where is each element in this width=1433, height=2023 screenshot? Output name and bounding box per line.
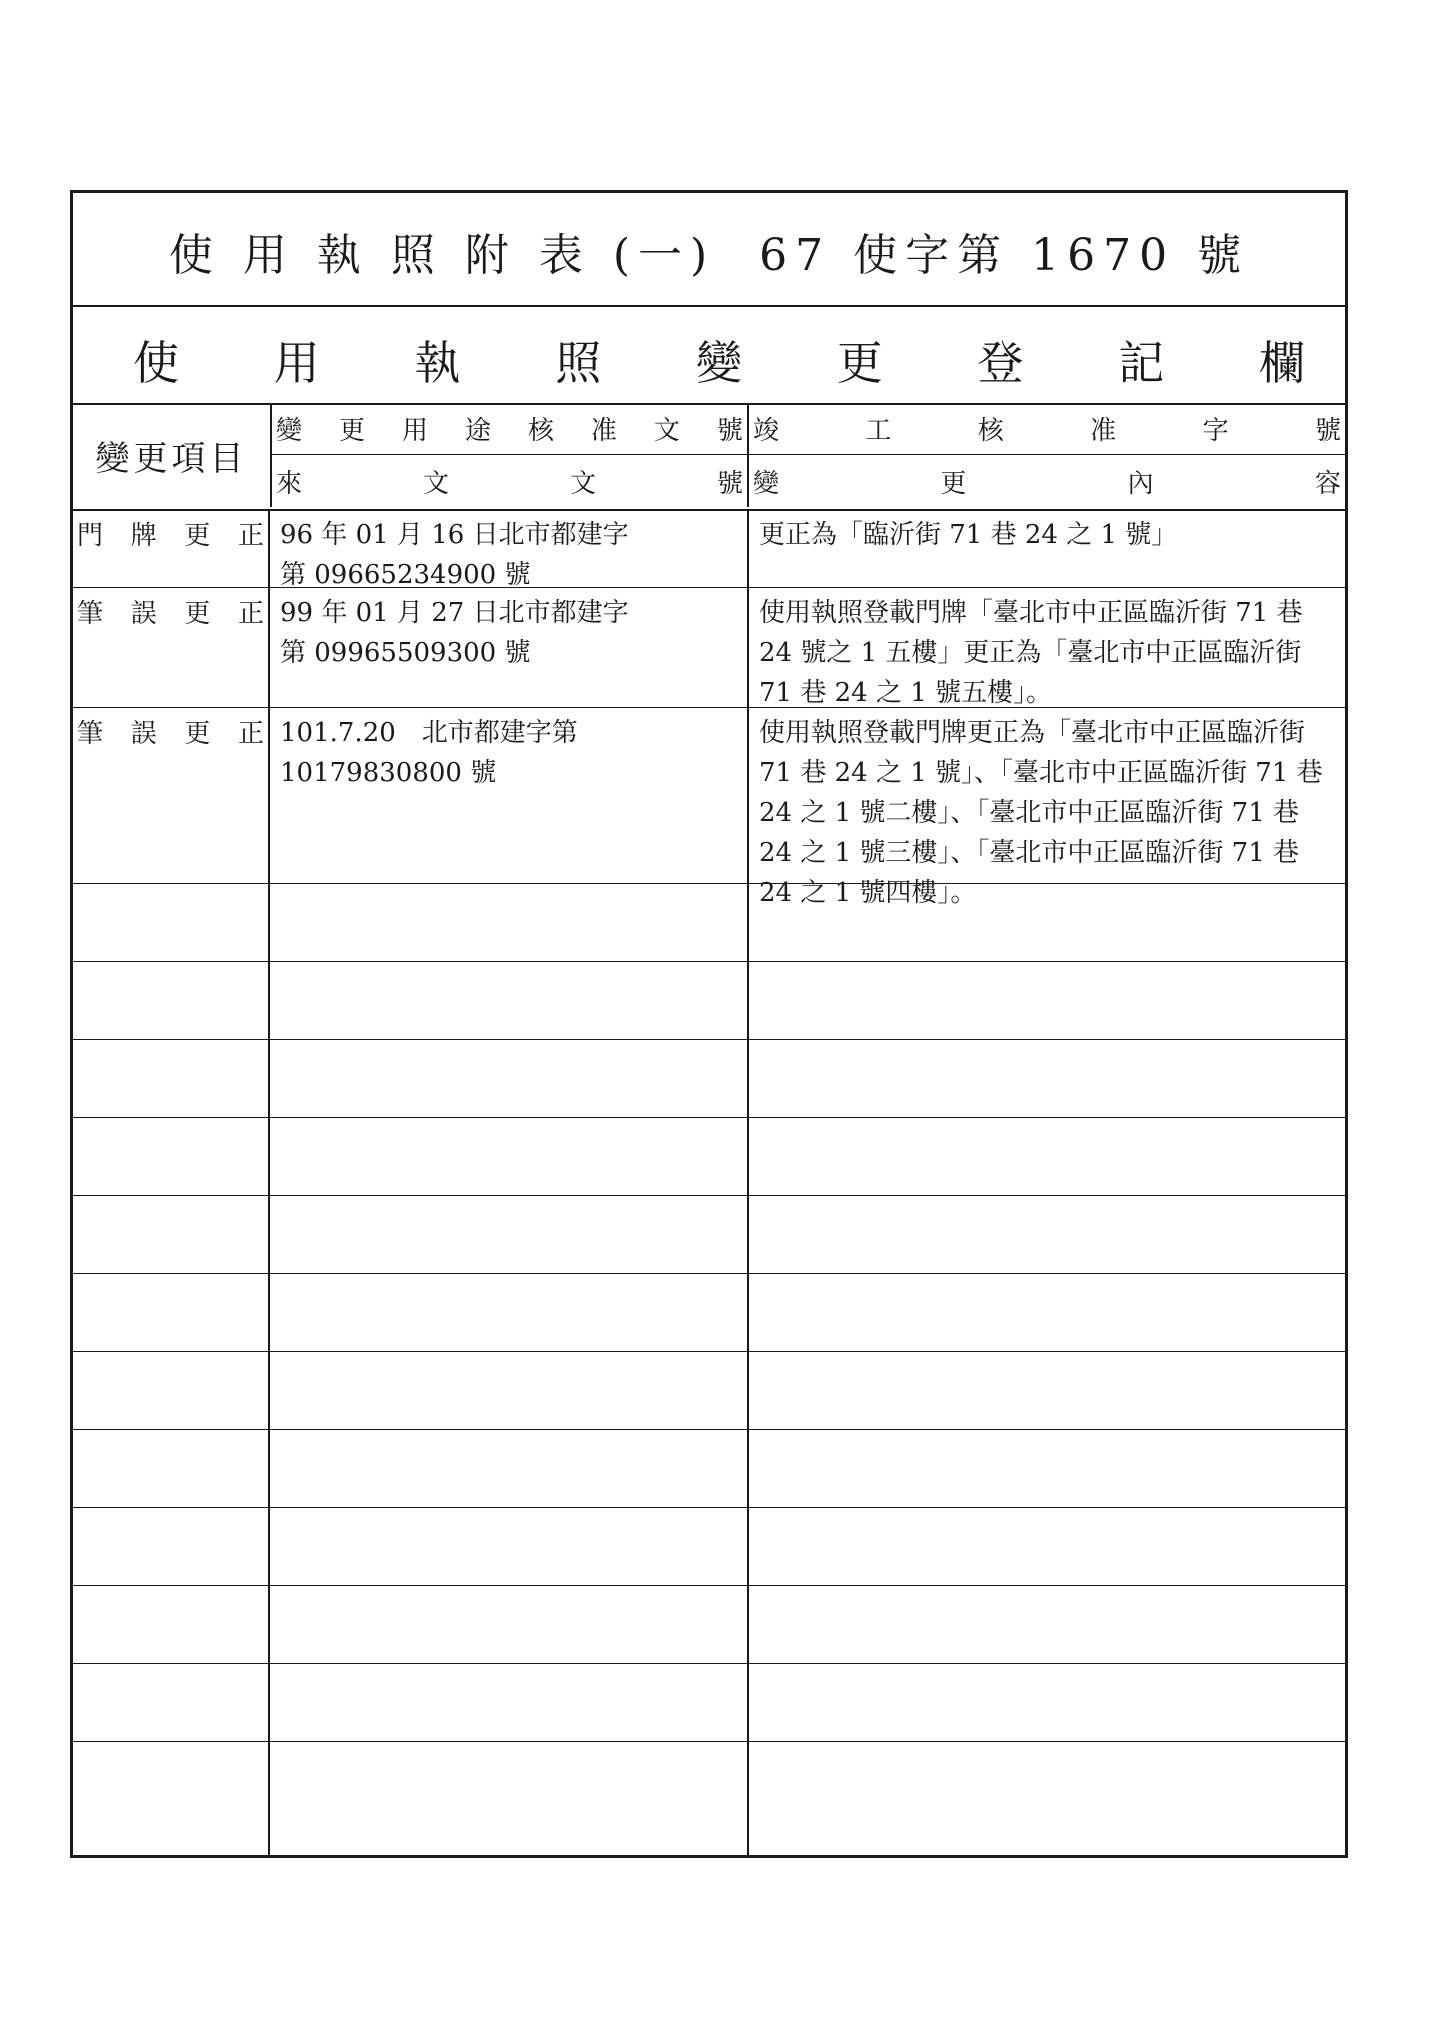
cell-document-no [272,1663,749,1741]
header-char: 容 [1314,468,1341,499]
header-char: 文 [422,468,449,499]
cell-document-no [272,961,749,1039]
cell-change-content [751,1351,1345,1429]
header-char: 內 [1127,468,1154,499]
section-title [133,327,1305,393]
empty-table-row [73,1351,1345,1430]
empty-table-row [73,1585,1345,1664]
cell-change-content [751,1585,1345,1663]
document-line: 第 09665234900 號 [280,560,531,590]
cell-change-item [73,1117,270,1195]
header-char: 核 [977,416,1004,446]
cell-change-item [73,1585,270,1663]
empty-table-row [73,1429,1345,1508]
column-header-row [73,403,1345,511]
header-char: 竣 [753,416,780,446]
empty-table-row [73,1273,1345,1352]
cell-change-item [73,1507,270,1585]
cell-document-no [272,1585,749,1663]
cell-change-content [751,883,1345,961]
empty-table-row [73,1117,1345,1196]
item-char: 門 [77,521,104,551]
section-title-char: 變 [696,336,742,390]
item-char: 更 [184,521,211,551]
header-char: 號 [1314,416,1341,446]
cell-change-item [73,707,270,883]
header-char: 字 [1202,416,1229,446]
header-char: 更 [940,468,967,499]
header-char: 變 [276,416,303,446]
document-line: 99 年 01 月 27 日北市都建字 [280,598,629,628]
cell-change-item [73,587,270,707]
cell-change-content [751,1195,1345,1273]
table-row [73,587,1345,708]
item-char: 誤 [130,599,157,629]
item-char: 牌 [130,521,157,551]
item-char: 誤 [130,719,157,749]
table-row [73,509,1345,588]
section-title-char: 登 [977,336,1024,390]
header-char: 途 [464,416,491,446]
header-char: 文 [569,468,596,499]
cell-document-no [272,1117,749,1195]
change-content-text: 使用執照登載門牌「臺北市中正區臨沂街 71 巷 24 號之 1 五樓」更正為「臺北市中正區臨沂街 71 巷 24 之 1 號五樓」。 [759,598,1303,708]
change-content-text: 使用執照登載門牌更正為「臺北市中正區臨沂街 71 巷 24 之 1 號」、「臺北市中正區臨沂街 71 巷 24 之 1 號二樓」、「臺北市中正區臨沂街 71 巷 24 之 1 號三樓」、「臺北市中正區臨沂街 71 巷 24 之 1 號四樓」。 [759,718,1323,908]
cell-change-content [751,1429,1345,1507]
license-appendix-sheet [70,190,1348,1858]
header-char: 工 [865,416,892,446]
header-completion-approval-no [749,403,1345,455]
cell-change-item [73,1273,270,1351]
header-char: 號 [716,468,743,499]
cell-change-item [73,961,270,1039]
change-content-text: 更正為「臨沂街 71 巷 24 之 1 號」 [759,520,1178,550]
cell-change-item [73,1429,270,1507]
item-char: 正 [237,719,264,749]
header-change-content [749,455,1345,507]
cell-change-content [751,509,1345,587]
item-char: 更 [184,599,211,629]
empty-table-row [73,883,1345,962]
cell-change-item [73,883,270,961]
header-char: 變 [753,468,780,499]
empty-table-row [73,1195,1345,1274]
item-char: 正 [237,521,264,551]
cell-change-content [751,587,1345,707]
section-title-char: 更 [836,336,883,390]
header-char: 核 [527,416,554,446]
header-approval-doc-no [272,403,749,455]
cell-change-item [73,1741,270,1855]
cell-document-no [272,587,749,707]
header-char: 文 [653,416,680,446]
item-char: 筆 [77,599,104,629]
cell-document-no [272,1273,749,1351]
item-char: 正 [237,599,264,629]
cell-change-item [73,1351,270,1429]
cell-change-item [73,1195,270,1273]
cell-change-content [751,1117,1345,1195]
header-char: 用 [401,416,428,446]
document-line: 101.7.20 北市都建字第 [280,718,578,748]
cell-change-item [73,509,270,587]
title-row [73,193,1345,307]
cell-change-item [73,1039,270,1117]
cell-change-content [751,1507,1345,1585]
table-row [73,707,1345,908]
section-row [73,305,1345,405]
header-char: 更 [338,416,365,446]
header-change-item: 變更項目 [73,403,272,507]
section-title-char: 照 [555,336,602,390]
cell-document-no [272,1507,749,1585]
header-char: 准 [590,416,617,446]
empty-table-row [73,1663,1345,1742]
cell-document-no [272,1741,749,1855]
section-title-char: 用 [273,336,320,390]
cell-change-content [751,1273,1345,1351]
section-title-char: 使 [133,336,179,390]
cell-change-content [751,707,1345,908]
cell-change-content [751,1663,1345,1741]
cell-document-no [272,883,749,961]
section-title-char: 記 [1118,336,1165,390]
header-char: 號 [716,416,743,446]
document-line: 10179830800 號 [280,758,497,788]
section-title-char: 欄 [1259,336,1305,390]
empty-table-row [73,1507,1345,1586]
cell-change-item [73,1663,270,1741]
empty-table-row [73,961,1345,1040]
document-line: 第 09965509300 號 [280,638,531,668]
cell-change-content [751,1741,1345,1855]
cell-document-no [272,1039,749,1117]
item-char: 更 [184,719,211,749]
item-char: 筆 [77,719,104,749]
document-title: 使 用 執 照 附 表 (一) 67 使字第 1670 號 [168,230,1250,281]
cell-document-no [272,1351,749,1429]
empty-table-row [73,1039,1345,1118]
section-title-char: 執 [414,336,461,390]
header-char: 來 [276,468,303,499]
cell-document-no [272,1195,749,1273]
cell-document-no [272,509,749,590]
header-char: 准 [1090,416,1117,446]
empty-table-row [73,1741,1345,1855]
cell-change-content [751,1039,1345,1117]
document-line: 96 年 01 月 16 日北市都建字 [280,520,629,550]
cell-document-no [272,707,749,883]
cell-change-content [751,961,1345,1039]
header-reference-doc-no [272,455,749,507]
cell-document-no [272,1429,749,1507]
